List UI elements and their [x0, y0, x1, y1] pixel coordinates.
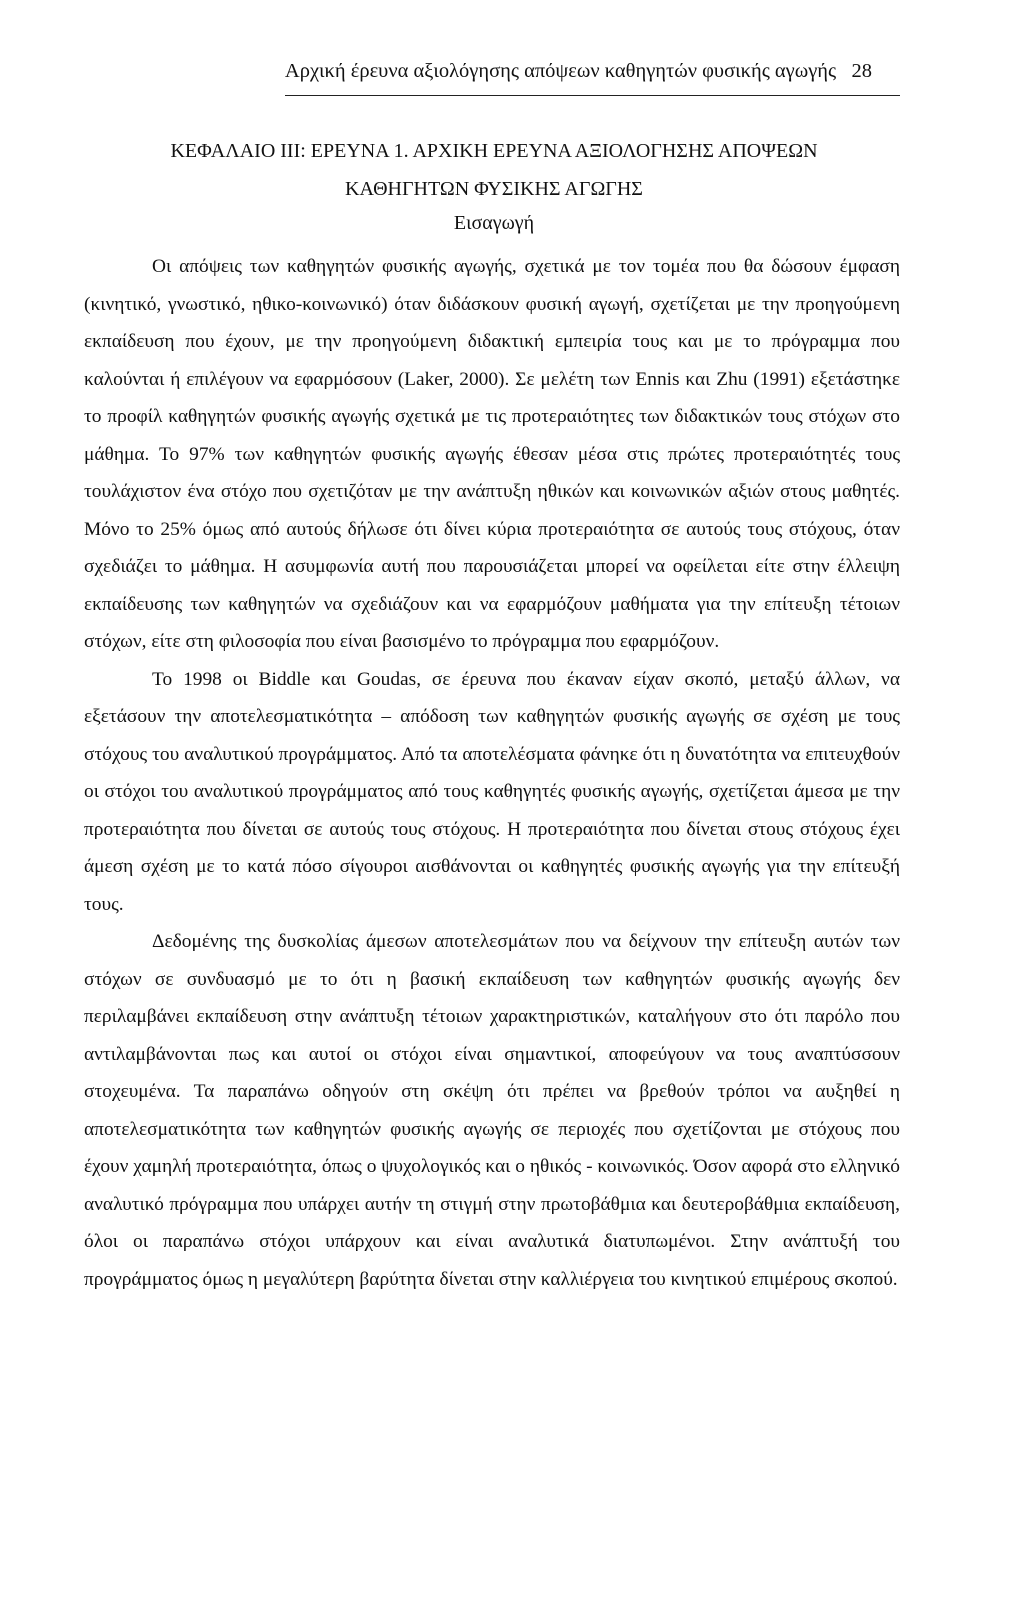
running-header: [120, 56, 900, 96]
paragraph-2: Το 1998 οι Biddle και Goudas, σε έρευνα που έκαναν είχαν σκοπό, μεταξύ άλλων, να εξετάσουν την αποτελεσματικότητα – απόδοση των καθηγητών φυσικής αγωγής σε σχέση με τους στόχους του αναλυτικού προγράμματος. Από τα αποτελέσματα φάνηκε ότι η δυνατότητα να επιτευχθούν οι στόχοι του αναλυτικού προγράμματος από τους καθηγητές φυσικής αγωγής, σχετίζεται άμεσα με την προτεραιότητα που δίνεται σε αυτούς τους στόχους. Η προτεραιότητα που δίνεται στους στόχους έχει άμεση σχέση με το κατά πόσο σίγουροι αισθάνονται οι καθηγητές φυσικής αγωγής για την επίτευξή τους.: [84, 668, 900, 915]
page-number: 28: [851, 60, 872, 82]
chapter-title: [84, 132, 904, 208]
body-text: [84, 248, 900, 1298]
running-title: Αρχική έρευνα αξιολόγησης απόψεων καθηγητών φυσικής αγωγής: [284, 60, 837, 82]
paragraph-3: Δεδομένης της δυσκολίας άμεσων αποτελεσμάτων που να δείχνουν την επίτευξη αυτών των στόχων σε συνδυασμό με το ότι η βασική εκπαίδευση των καθηγητών φυσικής αγωγής δεν περιλαμβάνει εκπαίδευση στην ανάπτυξη τέτοιων χαρακτηριστικών, καταλήγουν στο ότι παρόλο που αντιλαμβάνονται πως και αυτοί οι στόχοι είναι σημαντικοί, αποφεύγουν να τους αναπτύσσουν στοχευμένα. Τα παραπάνω οδηγούν στη σκέψη ότι πρέπει να βρεθούν τρόποι να αυξηθεί η αποτελεσματικότητα των καθηγητών φυσικής αγωγής σε περιοχές που σχετίζονται με στόχους που έχουν χαμηλή προτεραιότητα, όπως ο ψυχολογικός και ο ηθικός - κοινωνικός. Όσον αφορά στο ελληνικό αναλυτικό πρόγραμμα που υπάρχει αυτήν τη στιγμή στην πρωτοβάθμια και δευτεροβάθμια εκπαίδευση, όλοι οι παραπάνω στόχοι υπάρχουν και είναι αναλυτικά διατυπωμένοι. Στην ανάπτυξή του προγράμματος όμως η μεγαλύτερη βαρύτητα δίνεται στην καλλιέργεια του κινητικού επιμέρους σκοπού.: [84, 931, 900, 1290]
paragraph-1: Οι απόψεις των καθηγητών φυσικής αγωγής, σχετικά με τον τομέα που θα δώσουν έμφαση (κινητικό, γνωστικό, ηθικο-κοινωνικό) όταν διδάσκουν φυσική αγωγή, σχετίζεται με την προηγούμενη εκπαίδευση που έχουν, με την προηγούμενη διδακτική εμπειρία τους και με το πρόγραμμα που καλούνται ή επιλέγουν να εφαρμόσουν (Laker, 2000). Σε μελέτη των Ennis και Zhu (1991) εξετάστηκε το προφίλ καθηγητών φυσικής αγωγής σχετικά με τις προτεραιότητες των διδακτικών τους στόχων στο μάθημα. Το 97% των καθηγητών φυσικής αγωγής έθεσαν μέσα στις πρώτες προτεραιότητές τους τουλάχιστον ένα στόχο που σχετιζόταν με την ανάπτυξη ηθικών και κοινωνικών αξιών στους μαθητές. Μόνο το 25% όμως από αυτούς δήλωσε ότι δίνει κύρια προτεραιότητα σε αυτούς τους στόχους, όταν σχεδιάζει το μάθημα. Η ασυμφωνία αυτή που παρουσιάζεται μπορεί να οφείλεται είτε στην έλλειψη εκπαίδευσης των καθηγητών να σχεδιάζουν και να εφαρμόζουν μαθήματα για την επίτευξη τέτοιων στόχων, είτε στη φιλοσοφία που είναι βασισμένο το πρόγραμμα που εφαρμόζουν.: [84, 256, 900, 652]
chapter-title-line-1: ΚΕΦΑΛΑΙΟ ΙΙΙ: ΕΡΕΥΝΑ 1. ΑΡΧΙΚΗ ΕΡΕΥΝΑ ΑΞΙΟΛΟΓΗΣΗΣ ΑΠΟΨΕΩΝ: [170, 140, 818, 162]
section-heading: Εισαγωγή: [453, 212, 535, 234]
chapter-title-line-2: ΚΑΘΗΓΗΤΩΝ ΦΥΣΙΚΗΣ ΑΓΩΓΗΣ: [345, 178, 643, 200]
header-rule: [285, 95, 900, 96]
running-header-text: [285, 60, 872, 83]
